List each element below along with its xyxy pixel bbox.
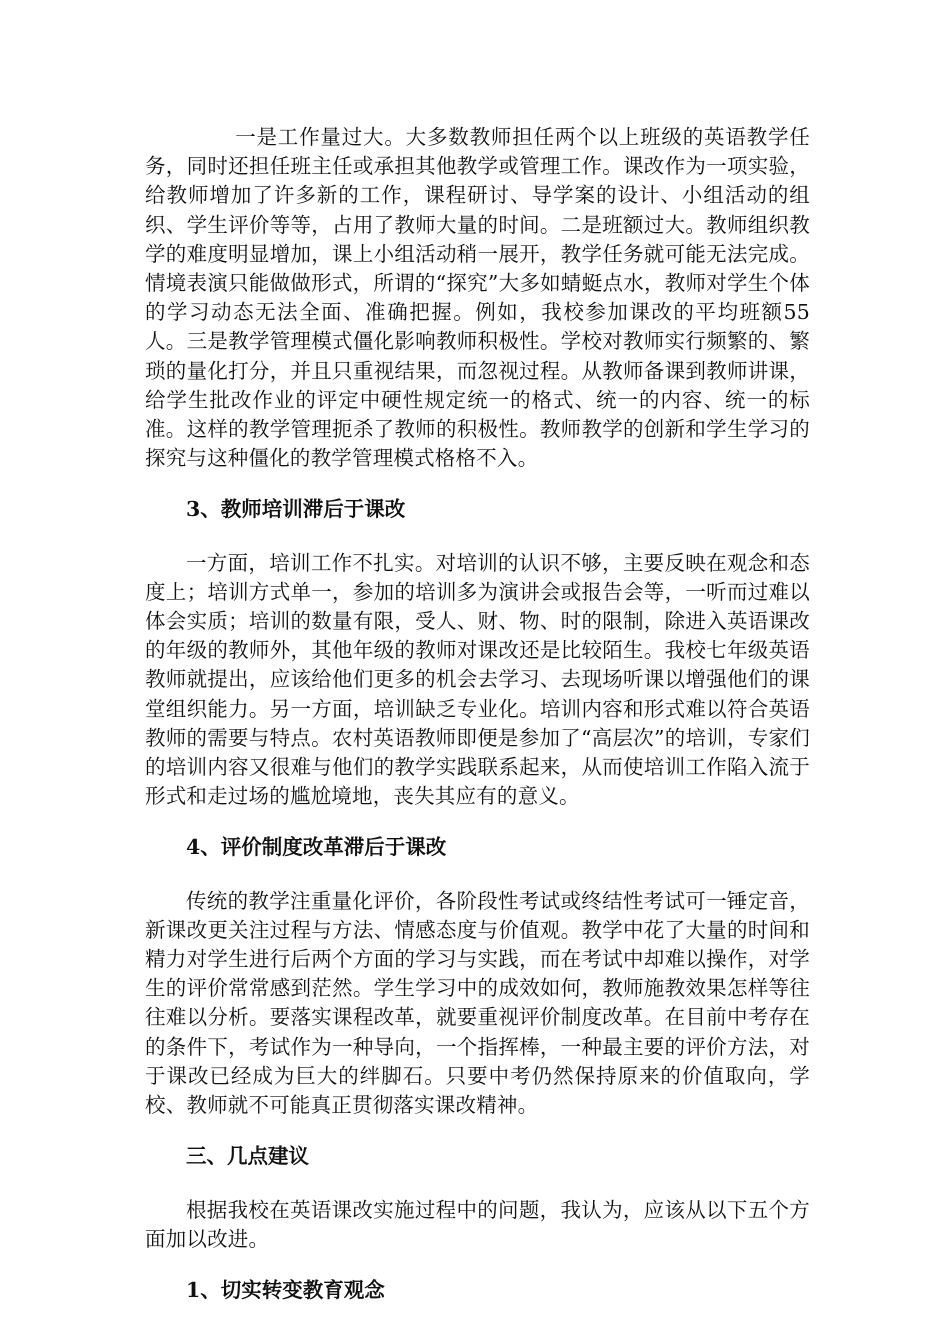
document-page bbox=[145, 123, 810, 1305]
spacer bbox=[145, 525, 810, 549]
heading-suggestions: 三、几点建议 bbox=[186, 1144, 309, 1169]
spacer bbox=[145, 473, 810, 495]
spacer bbox=[145, 1254, 810, 1276]
spacer bbox=[145, 1120, 810, 1142]
heading-evaluation-reform: 4、评价制度改革滞后于课改 bbox=[186, 835, 447, 860]
spacer bbox=[145, 1172, 810, 1196]
paragraph-training: 一方面，培训工作不扎实。对培训的认识不够，主要反映在观念和态度上；培训方式单一，参加的培训多为演讲会或报告会等，一听而过难以体会实质；培训的数量有限，受人、财、物、时的限制，除进入英语课改的年级的教师外，其他年级的教师对课改还是比较陌生。我校七年级英语教师就提出，应该给他们更多的机会去学习、去现场听课以增强他们的课堂组织能力。另一方面，培训缺乏专业化。培训内容和形式难以符合英语教师的需要与特点。农村英语教师即便是参加了“高层次”的培训，专家们的培训内容又很难与他们的教学实践联系起来，从而使培训工作陷入流于形式和走过场的尴尬境地，丧失其应有的意义。 bbox=[145, 550, 810, 809]
heading-teacher-training: 3、教师培训滞后于课改 bbox=[186, 497, 406, 522]
spacer bbox=[145, 811, 810, 833]
paragraph-suggestions-intro: 根据我校在英语课改实施过程中的问题，我认为，应该从以下五个方面加以改进。 bbox=[145, 1197, 810, 1251]
paragraph-workload: 一是工作量过大。大多数教师担任两个以上班级的英语教学任务，同时还担任班主任或承担其他教学或管理工作。课改作为一项实验，给教师增加了许多新的工作，课程研讨、导学案的设计、小组活动的组织、学生评价等等，占用了教师大量的时间。二是班额过大。教师组织教学的难度明显增加，课上小组活动稍一展开，教学任务就可能无法完成。情境表演只能做做形式，所谓的“探究”大多如蜻蜓点水，教师对学生个体的学习动态无法全面、准确把握。例如，我校参加课改的平均班额55人。三是教学管理模式僵化影响教师积极性。学校对教师实行频繁的、繁琐的量化打分，并且只重视结果，而忽视过程。从教师备课到教师讲课，给学生批改作业的评定中硬性规定统一的格式、统一的内容、统一的标准。这样的教学管理扼杀了教师的积极性。教师教学的创新和学生学习的探究与这种僵化的教学管理模式格格不入。 bbox=[145, 125, 810, 471]
spacer bbox=[145, 863, 810, 887]
heading-change-concepts: 1、切实转变教育观念 bbox=[186, 1277, 385, 1302]
paragraph-evaluation: 传统的教学注重量化评价，各阶段性考试或终结性考试可一锤定音，新课改更关注过程与方法、情感态度与价值观。教学中花了大量的时间和精力对学生进行后两个方面的学习与实践，而在考试中却难以操作，对学生的评价常常感到茫然。学生学习中的成效如何，教师施教效果怎样等往往难以分析。要落实课程改革，就要重视评价制度改革。在目前中考存在的条件下，考试作为一种导向，一个指挥棒，一种最主要的评价方法，对于课改已经成为巨大的绊脚石。只要中考仍然保持原来的价值取向，学校、教师就不可能真正贯彻落实课改精神。 bbox=[145, 888, 810, 1118]
